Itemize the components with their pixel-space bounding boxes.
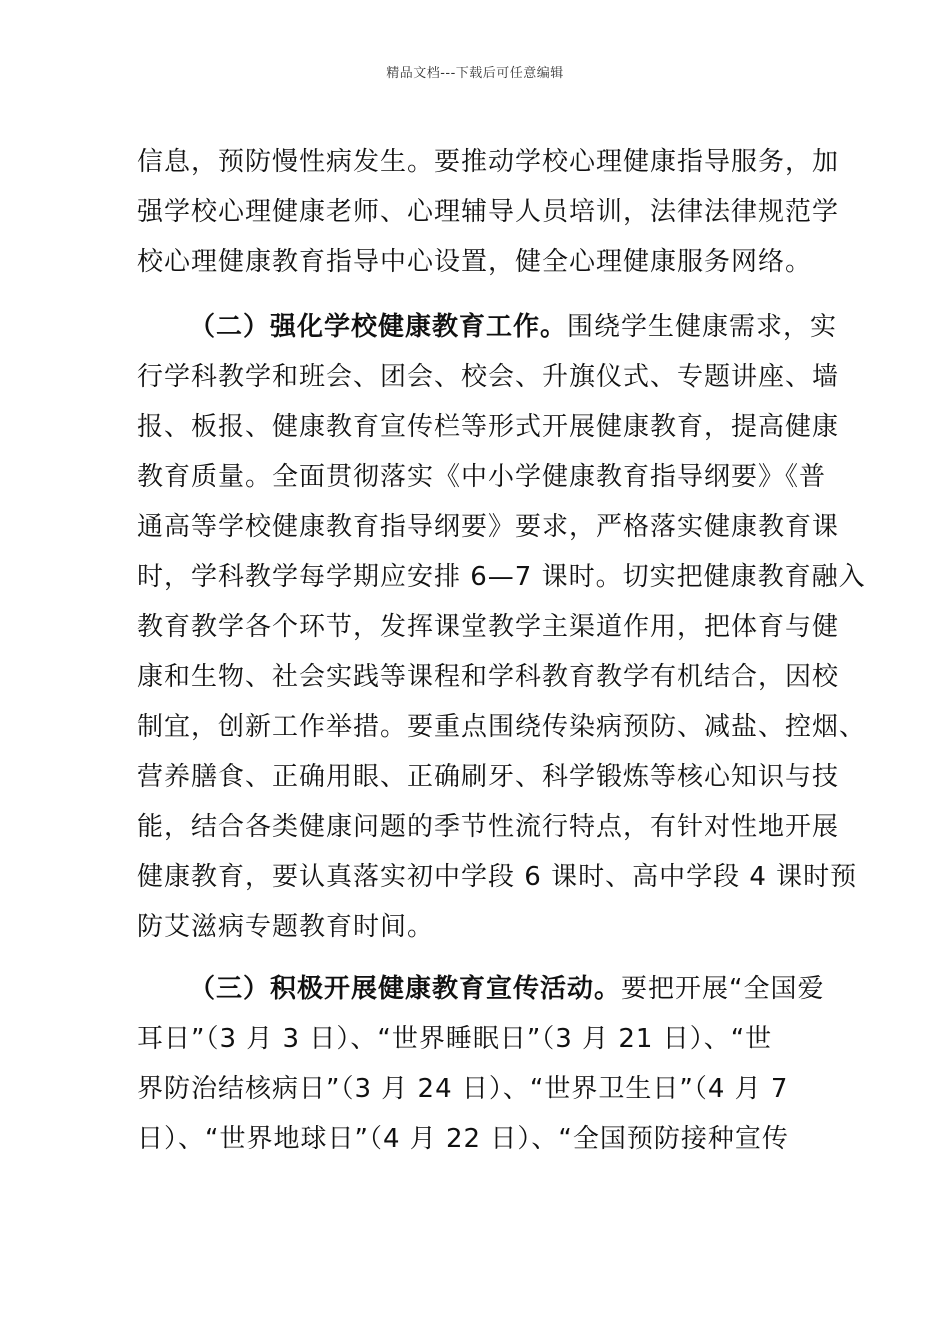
text-line: 时，学科教学每学期应安排 6—7 课时。切实把健康教育融入 [137,562,866,592]
text-line: 教育教学各个环节，发挥课堂教学主渠道作用，把体育与健 [137,612,840,642]
text-line: 耳日”（3 月 3 日）、“世界睡眠日”（3 月 21 日）、“世 [137,1024,773,1054]
text-line: 通高等学校健康教育指导纲要》要求，严格落实健康教育课 [137,512,840,542]
text-line: 界防治结核病日”（3 月 24 日）、“世界卫生日”（4 月 7 [137,1074,789,1104]
text-line: 教育质量。全面贯彻落实《中小学健康教育指导纲要》《普 [137,462,827,492]
section-heading: （三）积极开展健康教育宣传活动。 [189,974,622,1004]
text-line: 健康教育，要认真落实初中学段 6 课时、高中学段 4 课时预 [137,862,858,892]
text-line: 行学科教学和班会、团会、校会、升旗仪式、专题讲座、墙 [137,362,840,392]
text-line: 日）、“世界地球日”（4 月 22 日）、“全国预防接种宣传 [137,1124,789,1154]
text-line: 防艾滋病专题教育时间。 [137,912,435,942]
text-line: 康和生物、社会实践等课程和学科教育教学有机结合，因校 [137,662,840,692]
section-heading: （二）强化学校健康教育工作。 [189,312,568,342]
text-line: 能，结合各类健康问题的季节性流行特点，有针对性地开展 [137,812,840,842]
text-line: 强学校心理健康老师、心理辅导人员培训，法律法律规范学 [137,197,840,227]
heading-rest: 围绕学生健康需求，实 [567,312,838,342]
paragraph-first-line [189,310,837,344]
paragraph-first-line [189,972,825,1006]
text-line: 校心理健康教育指导中心设置，健全心理健康服务网络。 [137,247,813,277]
text-line: 信息，预防慢性病发生。要推动学校心理健康指导服务，加 [137,147,840,177]
text-line: 制宜，创新工作举措。要重点围绕传染病预防、减盐、控烟、 [137,712,867,742]
text-line: 营养膳食、正确用眼、正确刷牙、科学锻炼等核心知识与技 [137,762,840,792]
page-header: 精品文档---下载后可任意编辑 [386,66,564,81]
text-line: 报、板报、健康教育宣传栏等形式开展健康教育，提高健康 [137,412,840,442]
heading-rest: 要把开展“全国爱 [621,974,825,1004]
